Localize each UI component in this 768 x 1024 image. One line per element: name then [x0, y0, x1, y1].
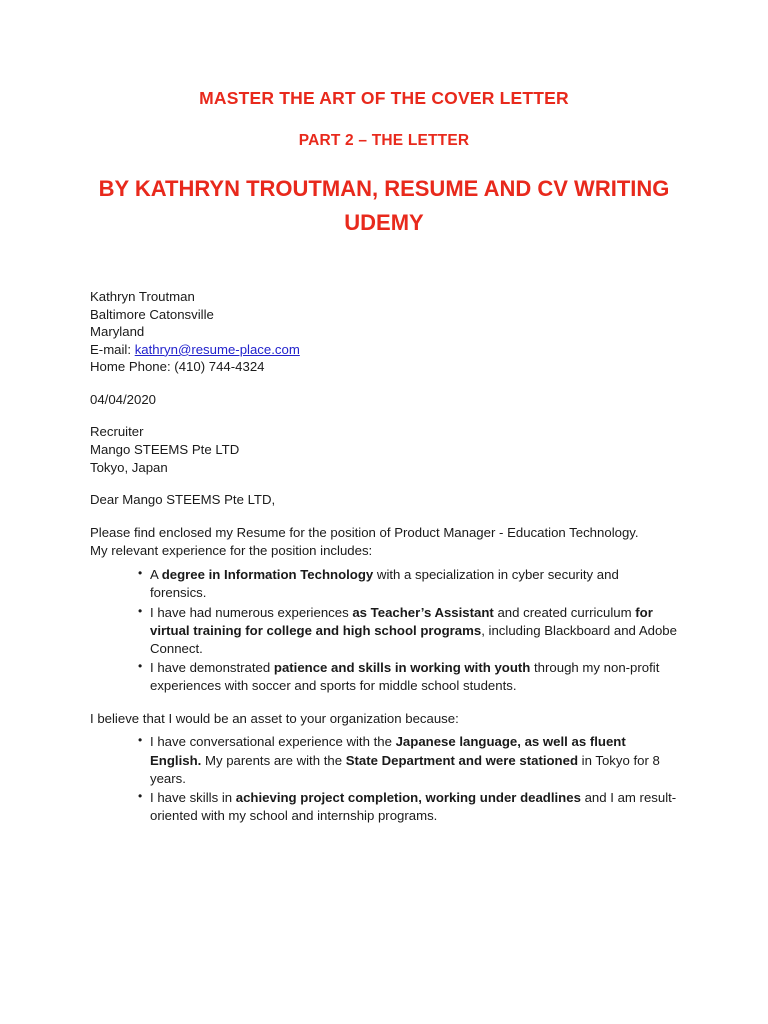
recipient-line-1: Recruiter [90, 424, 144, 440]
bullet-bold: State Department and were stationed [345, 752, 579, 768]
salutation: Dear Mango STEEMS Pte LTD, [90, 492, 276, 508]
list-item [138, 566, 678, 602]
bullet-text: through my non-profit experiences with soccer and sports for middle school students. [150, 660, 660, 694]
bullet-text: I have had numerous experiences [150, 604, 353, 620]
bullet-bold: achieving project completion, working under deadlines [235, 790, 581, 806]
email-link[interactable]: kathryn@resume-place.com [134, 341, 300, 357]
recipient-address-block [90, 423, 678, 476]
bullet-text: I have demonstrated [150, 660, 274, 676]
bullet-text: and created curriculum [493, 604, 636, 620]
list-item [138, 733, 678, 788]
paragraph-asset-intro: I believe that I would be an asset to your organization because: [90, 710, 459, 726]
letter-body [90, 288, 678, 825]
bullet-text: in Tokyo for 8 years. [150, 752, 660, 786]
recipient-line-3: Tokyo, Japan [90, 459, 168, 475]
bullet-text: , including Blackboard and Adobe Connect. [150, 622, 677, 656]
bullet-bold: for virtual training for college and high school programs [150, 604, 653, 638]
bullet-text: My parents are with the [201, 752, 346, 768]
sender-phone: Home Phone: (410) 744-4324 [90, 359, 265, 375]
list-item [138, 659, 678, 695]
experience-bullet-list [90, 566, 678, 696]
list-item [138, 789, 678, 825]
recipient-line-2: Mango STEEMS Pte LTD [90, 442, 240, 458]
bullet-bold: patience and skills in working with youth [273, 660, 531, 676]
bullet-text: I have conversational experience with the [150, 734, 396, 750]
sender-name: Kathryn Troutman [90, 289, 195, 305]
document-title-line-1: MASTER THE ART OF THE COVER LETTER [199, 88, 569, 108]
list-item [138, 604, 678, 659]
bullet-bold: degree in Information Technology [161, 567, 374, 583]
document-title-line-3: BY KATHRYN TROUTMAN, RESUME AND CV WRITING UDEMY [98, 176, 670, 236]
paragraph-enclosure: Please find enclosed my Resume for the position of Product Manager - Education Technology. [90, 524, 639, 540]
bullet-text: with a specialization in cyber security and forensics. [150, 567, 619, 601]
bullet-text: and I am result-oriented with my school and internship programs. [150, 790, 677, 824]
sender-address-block [90, 288, 678, 376]
bullet-text: A [150, 567, 162, 583]
sender-state: Maryland [90, 324, 145, 340]
sender-city: Baltimore Catonsville [90, 306, 214, 322]
letter-date: 04/04/2020 [90, 391, 157, 407]
document-title-block [90, 88, 678, 240]
sender-email-line [90, 341, 678, 359]
email-label: E-mail: [90, 341, 135, 357]
bullet-bold: Japanese language, as well as fluent English. [150, 734, 626, 768]
document-title-line-2: PART 2 – THE LETTER [298, 132, 470, 149]
paragraph-experience-intro: My relevant experience for the position includes: [90, 543, 373, 559]
bullet-bold: as Teacher’s Assistant [352, 604, 494, 620]
asset-bullet-list [90, 733, 678, 825]
bullet-text: I have skills in [150, 790, 236, 806]
